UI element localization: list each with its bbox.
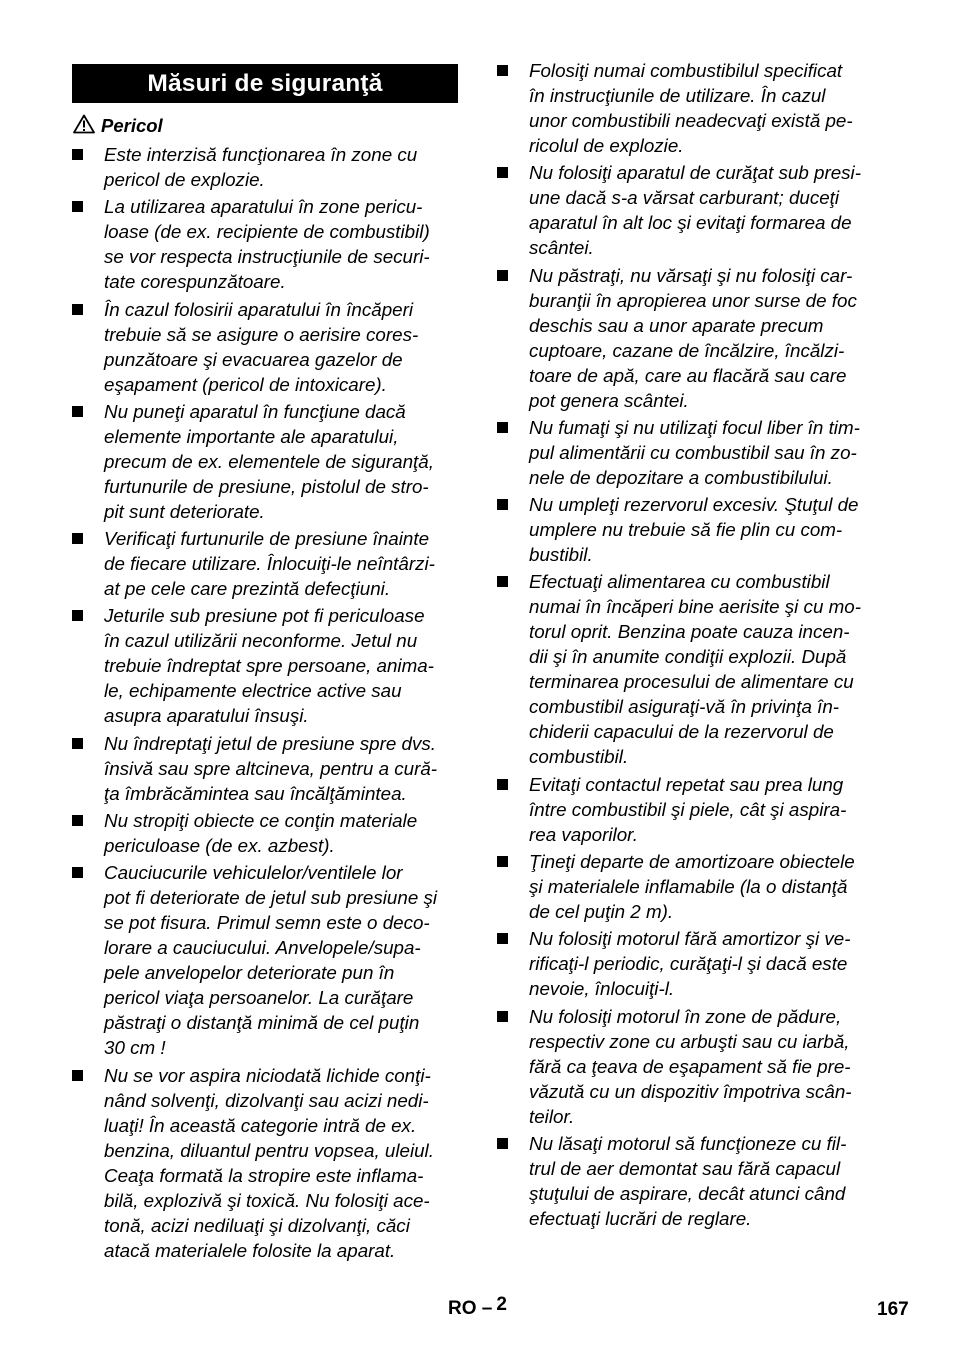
list-item-line: pericol viaţa persoanelor. La curăţare	[104, 987, 414, 1009]
list-item-line: nele de depozitare a combustibilului.	[529, 466, 833, 488]
list-item	[72, 194, 462, 294]
square-bullet-icon	[497, 779, 508, 790]
square-bullet-icon	[72, 738, 83, 749]
square-bullet-icon	[497, 1138, 508, 1149]
list-item-line: benzina, diluantul pentru vopsea, uleiul.	[104, 1139, 434, 1161]
list-item-line: trebuie îndreptat spre persoane, anima-	[104, 655, 434, 677]
list-item	[497, 849, 889, 924]
list-item-line: Ceaţa formată la stropire este inflama-	[104, 1164, 424, 1186]
list-item	[497, 263, 889, 413]
square-bullet-icon	[497, 933, 508, 944]
list-item-line: chiderii capacului de la rezervorul de	[529, 721, 834, 743]
list-item-line: dii şi în anumite condiţii explozii. După	[529, 646, 847, 668]
square-bullet-icon	[72, 201, 83, 212]
list-item-line: păstraţi o distanţă minimă de cel puţin	[104, 1012, 420, 1034]
square-bullet-icon	[72, 610, 83, 621]
right-safety-list	[497, 58, 889, 1233]
list-item-line: punzătoare şi evacuarea gazelor de	[104, 348, 403, 370]
list-item-line: Nu păstraţi, nu vărsaţi şi nu folosiţi car-	[529, 264, 853, 286]
square-bullet-icon	[497, 270, 508, 281]
list-item-line: Nu stropiţi obiecte ce conţin materiale	[104, 810, 418, 832]
list-item-line: între combustibil şi piele, cât şi aspira-	[529, 798, 847, 820]
list-item-line: în cazul utilizării neconforme. Jetul nu	[104, 630, 418, 652]
list-item-line: de fiecare utilizare. Înlocuiţi-le neîntârzi-	[104, 553, 435, 575]
list-item-line: umplere nu trebuie să fie plin cu com-	[529, 519, 843, 541]
list-item-line: lorare a cauciucului. Anvelopele/supa-	[104, 937, 421, 959]
danger-label: Pericol	[101, 115, 163, 136]
list-item-line: trebuie să se asigure o aerisire cores-	[104, 323, 419, 345]
list-item-line: pit sunt deteriorate.	[104, 500, 265, 522]
list-item-line: scântei.	[529, 237, 594, 259]
list-item-line: În cazul folosirii aparatului în încăperi	[104, 298, 414, 320]
list-item	[72, 142, 462, 192]
list-item-line: deschis sau a unor aparate precum	[529, 314, 824, 336]
list-item	[72, 1063, 462, 1263]
warning-triangle-icon	[73, 114, 95, 134]
page-number: 167	[877, 1299, 909, 1320]
square-bullet-icon	[72, 533, 83, 544]
list-item-line: pele anvelopelor deteriorate pun în	[104, 962, 395, 984]
list-item-line: aparatul în alt loc şi evitaţi formarea de	[529, 212, 852, 234]
list-item-line: Nu folosiţi motorul fără amortizor şi ve-	[529, 928, 851, 950]
list-item-line: de cel puţin 2 m).	[529, 901, 674, 923]
list-item	[72, 399, 462, 524]
list-item-line: le, echipamente electrice active sau	[104, 680, 402, 702]
list-item-line: combustibil asiguraţi-vă în privinţa în-	[529, 696, 840, 718]
list-item-line: terminarea procesului de alimentare cu	[529, 671, 854, 693]
list-item-line: toare de apă, care au flacără sau care	[529, 364, 847, 386]
list-item-line: Este interzisă funcţionarea în zone cu	[104, 144, 418, 165]
list-item-line: Efectuaţi alimentarea cu combustibil	[529, 571, 830, 593]
danger-heading	[73, 113, 163, 138]
list-item	[72, 526, 462, 601]
square-bullet-icon	[497, 856, 508, 867]
list-item-line: numai în încăperi bine aerisite şi cu mo-	[529, 596, 861, 618]
list-item-line: tate corespunzătoare.	[104, 271, 286, 293]
list-item-line: bilă, explozivă şi toxică. Nu folosiţi ace-	[104, 1189, 430, 1211]
list-item-line: ţa îmbrăcămintea sau încălţămintea.	[104, 782, 407, 804]
list-item-line: eşapament (pericol de intoxicare).	[104, 373, 387, 395]
list-item-line: atacă materialele folosite la aparat.	[104, 1239, 396, 1261]
list-item-line: trul de aer demontat sau fără capacul	[529, 1157, 841, 1179]
square-bullet-icon	[497, 576, 508, 587]
list-item-line: torul oprit. Benzina poate cauza incen-	[529, 621, 850, 643]
square-bullet-icon	[72, 815, 83, 826]
list-item-line: luaţi! În această categorie intră de ex.	[104, 1114, 417, 1136]
footer-language	[448, 1296, 507, 1321]
list-item-line: se pot fisura. Primul semn este o deco-	[104, 912, 430, 934]
list-item	[497, 492, 889, 567]
list-item-line: loase (de ex. recipiente de combustibil)	[104, 221, 430, 243]
list-item-line: ştuţului de aspirare, decât atunci când	[529, 1182, 846, 1204]
list-item-line: La utilizarea aparatului în zone pericu-	[104, 196, 423, 218]
list-item-line: Cauciucurile vehiculelor/ventilele lor	[104, 862, 403, 884]
square-bullet-icon	[72, 1070, 83, 1081]
section-page-number: 2	[496, 1294, 507, 1315]
list-item-line: Nu se vor aspira niciodată lichide conţi-	[104, 1064, 431, 1086]
square-bullet-icon	[72, 406, 83, 417]
list-item-line: unor combustibili neadecvaţi există pe-	[529, 110, 853, 131]
left-safety-list	[72, 142, 462, 1265]
list-item-line: Nu umpleţi rezervorul excesiv. Ştuţul de	[529, 494, 859, 516]
list-item	[497, 415, 889, 490]
square-bullet-icon	[497, 65, 508, 76]
list-item-line: asupra aparatului însuşi.	[104, 705, 309, 727]
square-bullet-icon	[72, 149, 83, 160]
footer-dash: –	[481, 1298, 493, 1319]
list-item	[72, 297, 462, 397]
list-item-line: furtunurile de presiune, pistolul de stro-	[104, 475, 429, 497]
list-item-line: văzută cu un dispozitiv împotriva scân-	[529, 1080, 852, 1102]
list-item	[497, 1004, 889, 1129]
square-bullet-icon	[72, 867, 83, 878]
list-item-line: at pe cele care prezintă defecţiuni.	[104, 578, 391, 600]
list-item-line: cuptoare, cazane de încălzire, încălzi-	[529, 339, 845, 361]
square-bullet-icon	[497, 1011, 508, 1022]
list-item-line: ricolul de explozie.	[529, 135, 684, 156]
list-item-line: respectiv zone cu arbuşti sau cu iarbă,	[529, 1030, 850, 1052]
list-item-line: teilor.	[529, 1105, 575, 1127]
list-item-line: nevoie, înlocuiţi-l.	[529, 978, 675, 1000]
list-item-line: une dacă s-a vărsat carburant; duceţi	[529, 187, 840, 209]
list-item-line: tonă, acizi nediluaţi şi dizolvanţi, căci	[104, 1214, 410, 1236]
list-item-line: şi materialele inflamabile (la o distanţă	[529, 876, 848, 898]
list-item-line: Nu îndreptaţi jetul de presiune spre dvs.	[104, 732, 436, 754]
square-bullet-icon	[497, 422, 508, 433]
list-item	[72, 603, 462, 728]
list-item-line: pot genera scântei.	[529, 389, 689, 411]
list-item	[72, 808, 462, 858]
list-item-line: Evitaţi contactul repetat sau prea lung	[529, 773, 844, 795]
list-item-line: nând solvenţi, dizolvanţi sau acizi nedi-	[104, 1089, 429, 1111]
list-item-line: 30 cm !	[104, 1037, 166, 1059]
list-item	[497, 569, 889, 769]
list-item-line: combustibil.	[529, 746, 629, 768]
list-item-line: pot fi deteriorate de jetul sub presiune şi	[104, 887, 438, 909]
list-item-line: rea vaporilor.	[529, 823, 638, 845]
list-item-line: Ţineţi departe de amortizoare obiectele	[529, 851, 855, 873]
list-item	[72, 860, 462, 1060]
list-item	[72, 731, 462, 806]
list-item-line: Nu folosiţi motorul în zone de pădure,	[529, 1005, 842, 1027]
list-item-line: efectuaţi lucrări de reglare.	[529, 1207, 752, 1229]
list-item-line: pericol de explozie.	[104, 169, 265, 190]
list-item-line: rificaţi-l periodic, curăţaţi-l şi dacă este	[529, 953, 848, 975]
square-bullet-icon	[72, 304, 83, 315]
list-item-line: însivă sau spre altcineva, pentru a cură-	[104, 757, 438, 779]
list-item-line: pul alimentării cu combustibil sau în zo-	[529, 441, 857, 463]
list-item-line: Nu lăsaţi motorul să funcţioneze cu fil-	[529, 1132, 847, 1154]
list-item-line: Nu folosiţi aparatul de curăţat sub presi-	[529, 162, 861, 184]
list-item-line: buranţii în apropierea unor surse de foc	[529, 289, 857, 311]
list-item-line: Nu fumaţi şi nu utilizaţi focul liber în tim-	[529, 416, 860, 438]
list-item-line: se vor respecta instrucţiunile de securi-	[104, 246, 430, 268]
list-item-line: elemente importante ale aparatului,	[104, 425, 399, 447]
list-item	[497, 58, 889, 158]
list-item-line: Nu puneţi aparatul în funcţiune dacă	[104, 400, 406, 422]
square-bullet-icon	[497, 499, 508, 510]
list-item	[497, 772, 889, 847]
list-item	[497, 926, 889, 1001]
square-bullet-icon	[497, 167, 508, 178]
list-item-line: Folosiţi numai combustibilul specificat	[529, 60, 843, 81]
list-item-line: Jeturile sub presiune pot fi periculoase	[104, 605, 425, 627]
list-item-line: în instrucţiunile de utilizare. În cazul	[529, 85, 826, 106]
list-item-line: periculoase (de ex. azbest).	[104, 835, 335, 857]
list-item	[497, 160, 889, 260]
list-item-line: bustibil.	[529, 544, 593, 566]
list-item-line: precum de ex. elementele de siguranţă,	[104, 450, 434, 472]
list-item-line: Verificaţi furtunurile de presiune înainte	[104, 528, 430, 550]
language-code: RO	[448, 1298, 477, 1319]
section-title: Măsuri de siguranţă	[72, 64, 458, 103]
list-item-line: fără ca ţeava de eşapament să fie pre-	[529, 1055, 851, 1077]
list-item	[497, 1131, 889, 1231]
